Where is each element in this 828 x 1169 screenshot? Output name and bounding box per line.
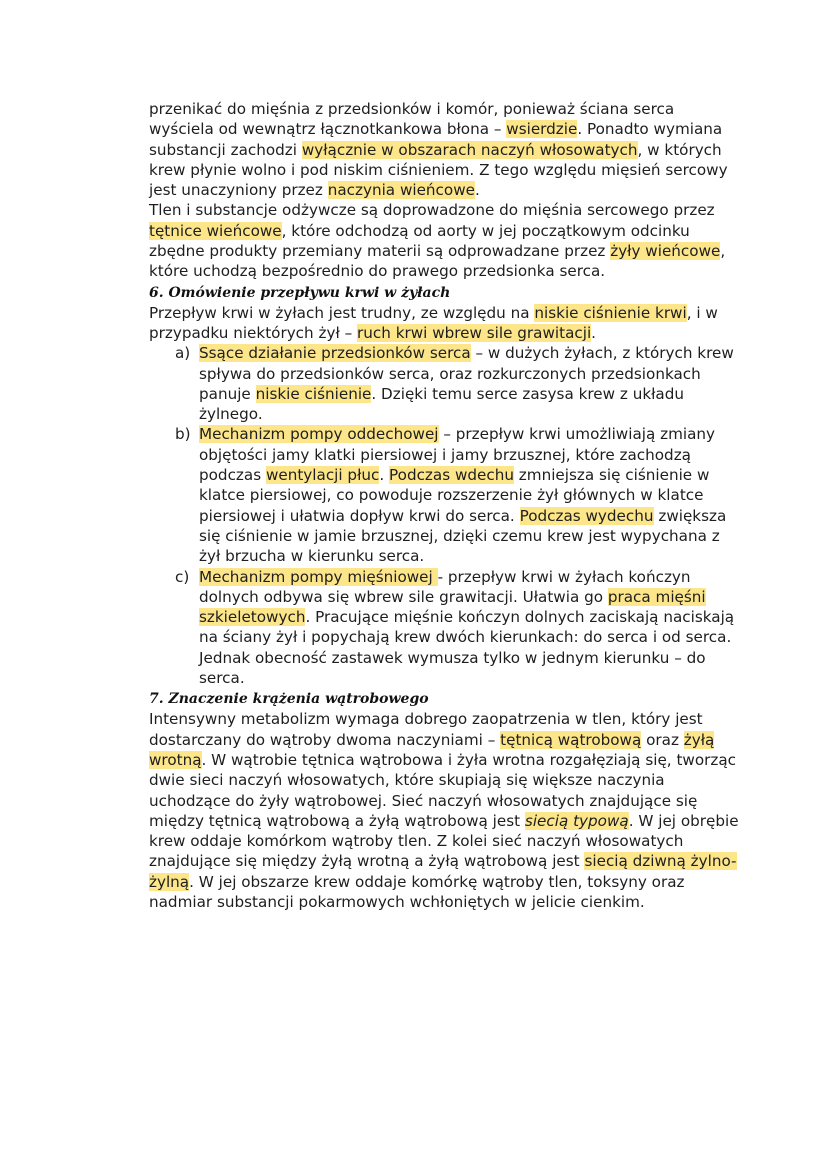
highlighted-term: Mechanizm pompy mięśniowej bbox=[199, 567, 438, 586]
paragraph-liver-circulation: Intensywny metabolizm wymaga dobrego zaopatrzenia w tlen, który jest dostarczany do wątroby dwoma naczyniami – tętnicą wątrobową oraz żyłą wrotną. W wątrobie tętnica wątrobowa i żyła wrotna rozgałęziają się, tworząc dwie sieci naczyń włosowatych, które skupiają się większe naczynia uchodzące do żyły wątrobowej. Sieć naczyń włosowatych znajdujące się między tętnicą wątrobową a żyłą wątrobową jest siecią typową. W jej obrębie krew oddaje komórkom wątroby tlen. Z kolei sieć naczyń włosowatych znajdujące się między żyłą wrotną a żyłą wątrobową jest siecią dziwną żylno-żylną. W jej obszarze krew oddaje komórkę wątroby tlen, toksyny oraz nadmiar substancji pokarmowych wchłoniętych w jelicie cienkim. bbox=[149, 710, 739, 911]
highlighted-term: naczynia wieńcowe bbox=[327, 181, 475, 200]
list-item bbox=[149, 424, 739, 566]
highlighted-term: żyły wieńcowe bbox=[610, 242, 721, 261]
heading-venous-flow: 6. Omówienie przepływu krwi w żyłach bbox=[149, 284, 451, 301]
list-marker: a) bbox=[175, 344, 191, 363]
list-item-text: Mechanizm pompy oddechowej – przepływ krwi umożliwiają zmiany objętości jamy klatki piersiowej i jamy brzusznej, które zachodzą podczas wentylacji płuc. Podczas wdechu zmniejsza się ciśnienie w klatce piersiowej, co powoduje rozszerzenie żył głównych w klatce piersiowej i ułatwia dopływ krwi do serca. Podczas wydechu zwiększa się ciśnienie w jamie brzusznej, dzięki czemu krew jest wypychana z żył brzucha w kierunku serca. bbox=[199, 425, 727, 566]
highlighted-term: wsierdzie bbox=[506, 120, 578, 139]
highlighted-term: siecią dziwną żylno-żylną bbox=[149, 852, 737, 891]
paragraph-heart-vessels: przenikać do mięśnia z przedsionków i komór, ponieważ ściana serca wyściela od wewnątrz łącznotkankowa błona – wsierdzie. Ponadto wymiana substancji zachodzi wyłącznie w obszarach naczyń włosowatych, w których krew płynie wolno i pod niskim ciśnieniem. Z tego względu mięsień sercowy jest unaczyniony przez naczynia wieńcowe. bbox=[149, 100, 728, 200]
highlighted-term: praca mięśni szkieletowych bbox=[199, 587, 706, 627]
highlighted-term: ruch krwi wbrew sile grawitacji bbox=[357, 323, 592, 342]
highlighted-term: Podczas wydechu bbox=[519, 506, 654, 525]
highlighted-term: siecią typową bbox=[524, 811, 629, 830]
heading-liver-circulation: 7. Znaczenie krążenia wątrobowego bbox=[149, 691, 429, 708]
highlighted-term: Mechanizm pompy oddechowej bbox=[199, 425, 439, 444]
list-marker: b) bbox=[175, 425, 191, 444]
list-item bbox=[149, 567, 739, 689]
list-item-text: Ssące działanie przedsionków serca – w dużych żyłach, z których krew spływa do przedsionków serca, oraz rozkurczonych przedsionkach panuje niskie ciśnienie. Dzięki temu serce zasysa krew z układu żylnego. bbox=[199, 344, 734, 424]
highlighted-term: niskie ciśnienie bbox=[255, 384, 372, 403]
highlighted-term: wyłącznie w obszarach naczyń włosowatych bbox=[301, 140, 638, 159]
list-marker: c) bbox=[175, 567, 190, 586]
highlighted-term: Ssące działanie przedsionków serca bbox=[199, 344, 471, 363]
paragraph-venous-flow-intro: Przepływ krwi w żyłach jest trudny, ze względu na niskie ciśnienie krwi, i w przypadku niektórych żył – ruch krwi wbrew sile grawitacji. bbox=[149, 303, 718, 342]
highlighted-term: Podczas wdechu bbox=[389, 466, 514, 485]
highlighted-term: tętnice wieńcowe bbox=[149, 221, 282, 240]
document-content bbox=[149, 99, 739, 912]
mechanism-list bbox=[149, 343, 739, 688]
highlighted-term: niskie ciśnienie krwi bbox=[534, 303, 687, 322]
highlighted-term: żyłą wrotną bbox=[149, 730, 715, 769]
paragraph-coronary-arteries: Tlen i substancje odżywcze są doprowadzone do mięśnia sercowego przez tętnice wieńcowe, które odchodzą od aorty w jej początkowym odcinku zbędne produkty przemiany materii są odprowadzane przez żyły wieńcowe, które uchodzą bezpośrednio do prawego przedsionka serca. bbox=[149, 201, 726, 281]
list-item-text: Mechanizm pompy mięśniowej - przepływ krwi w żyłach kończyn dolnych odbywa się wbrew sile grawitacji. Ułatwia go praca mięśni szkieletowych. Pracujące mięśnie kończyn dolnych zaciskają naciskają na ściany żył i popychają krew dwóch kierunkach: do serca i od serca. Jednak obecność zastawek wymusza tylko w jednym kierunku – do serca. bbox=[199, 567, 735, 688]
list-item bbox=[149, 343, 739, 424]
highlighted-term: tętnicą wątrobową bbox=[500, 730, 642, 749]
highlighted-term: wentylacji płuc bbox=[265, 466, 380, 485]
